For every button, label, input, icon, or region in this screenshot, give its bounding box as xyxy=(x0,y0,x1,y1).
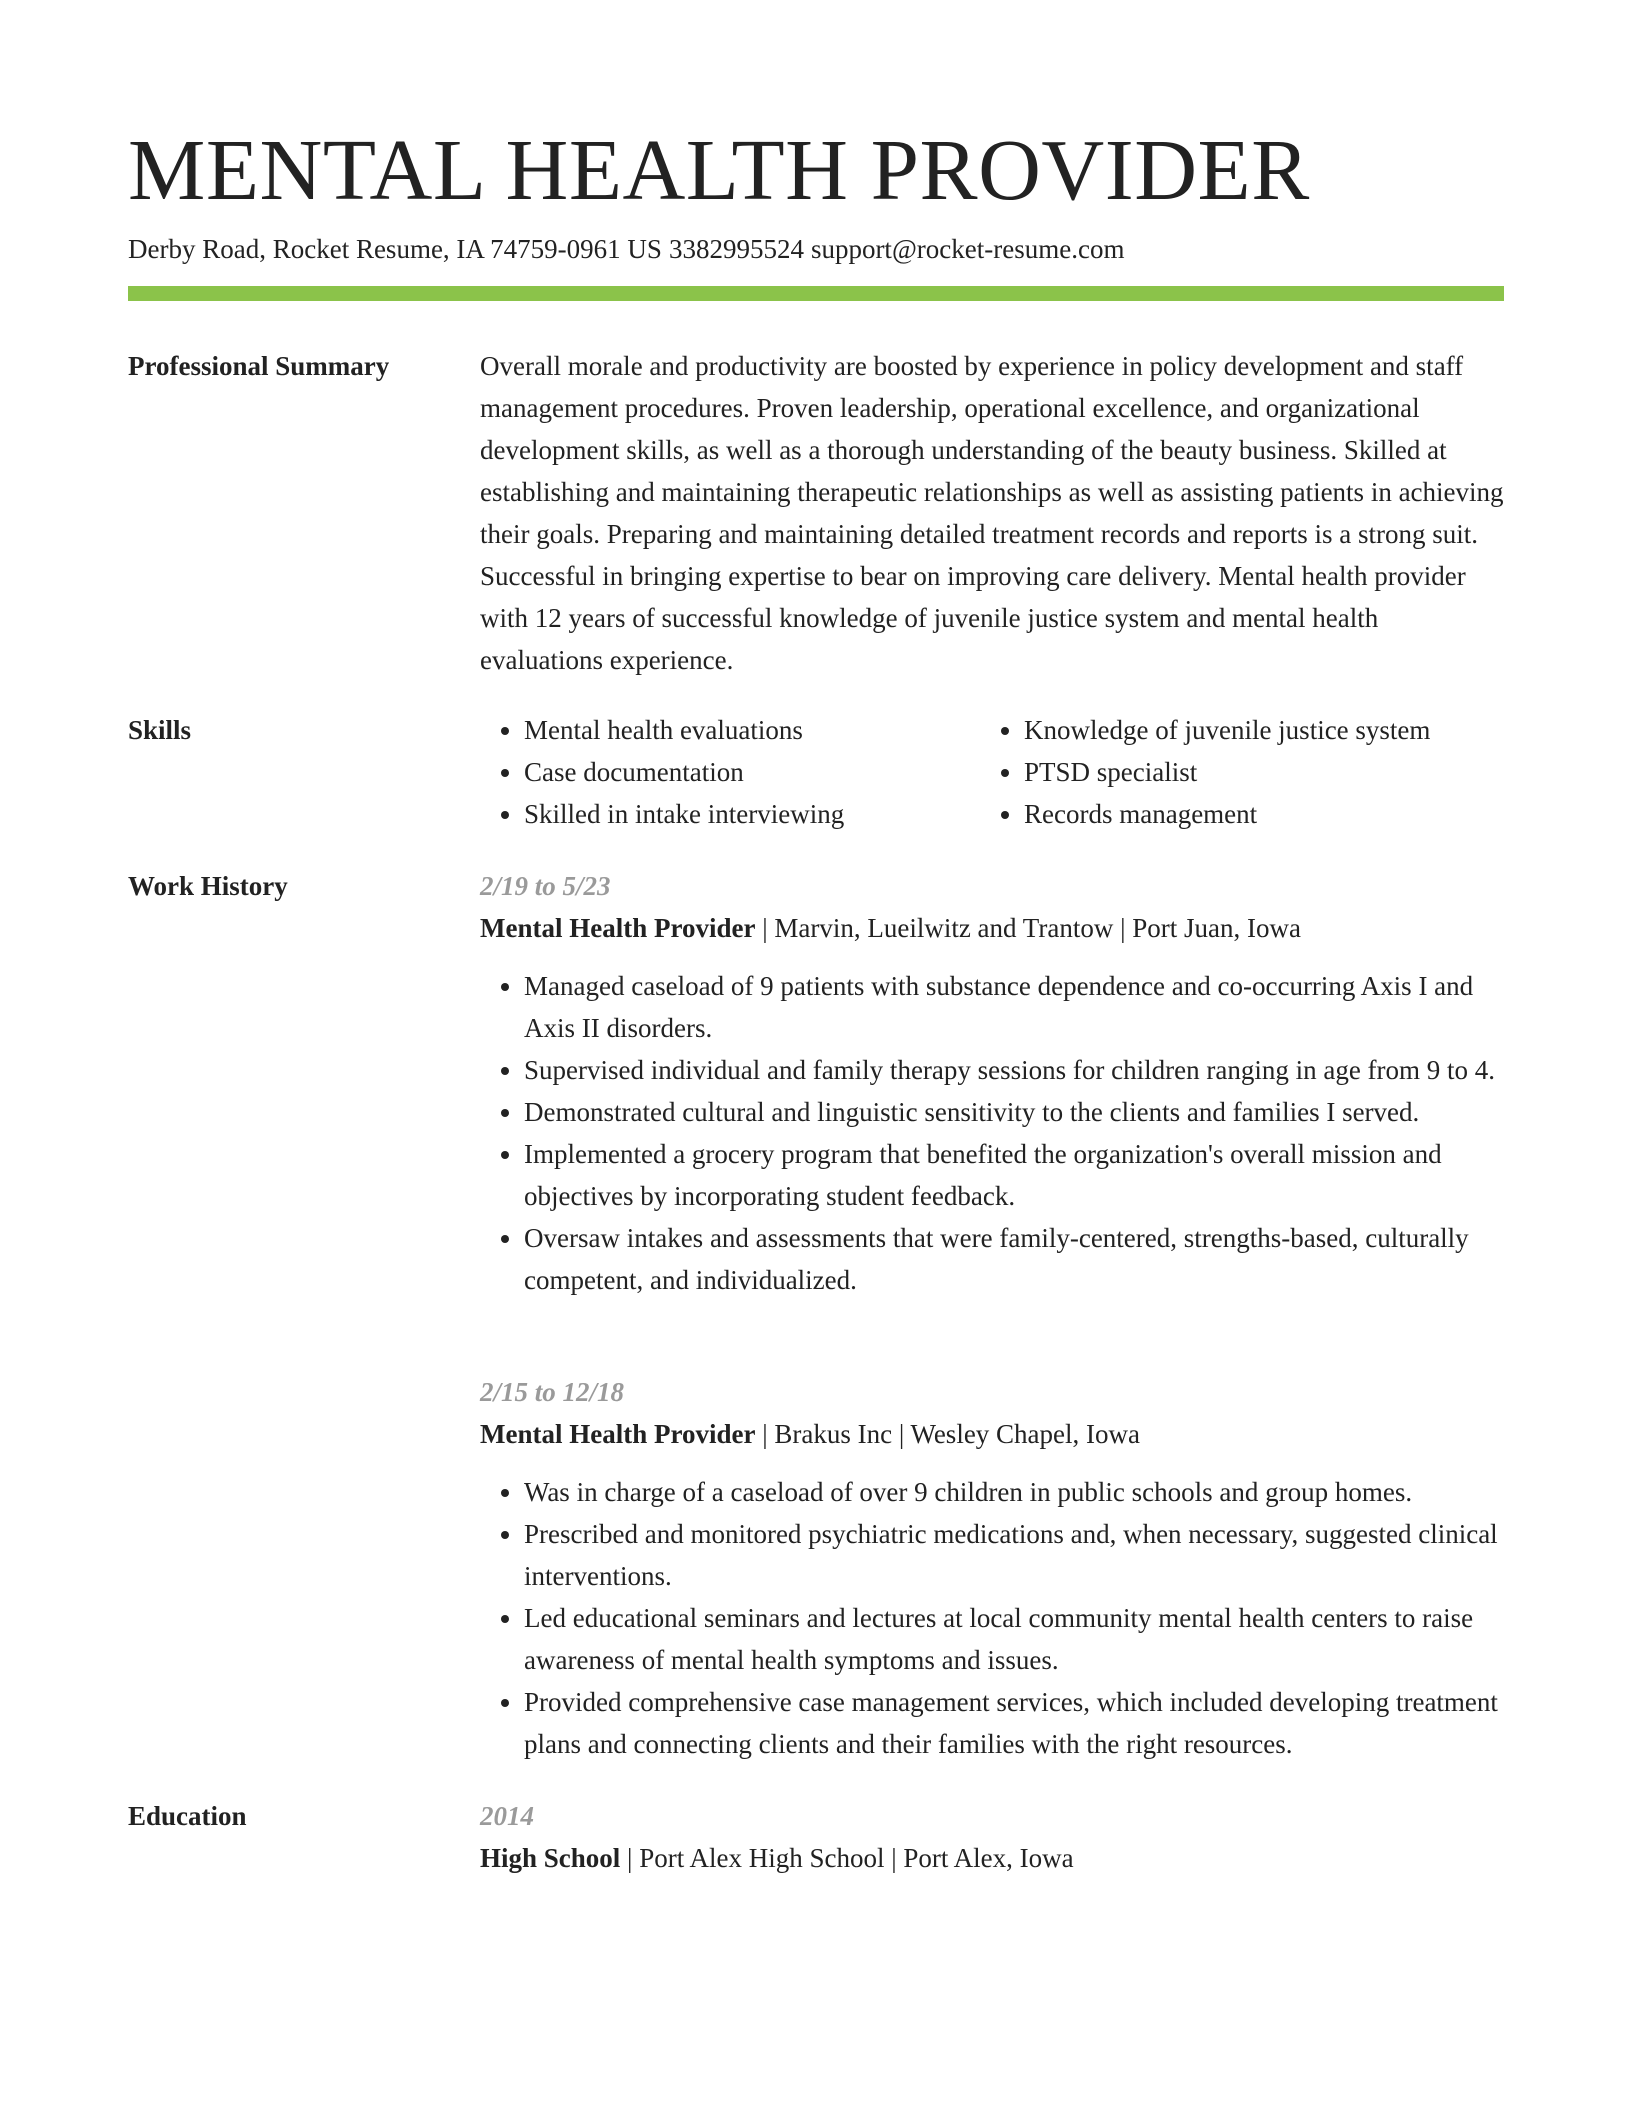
job-header: Mental Health Provider | Brakus Inc | Wesley Chapel, Iowa xyxy=(480,1419,1140,1449)
work-history-heading: Work History xyxy=(128,871,288,901)
job-header: Mental Health Provider | Marvin, Lueilwitz and Trantow | Port Juan, Iowa xyxy=(480,913,1301,943)
skill-item: • Knowledge of juvenile justice system xyxy=(1024,709,1548,751)
job-bullet: • Managed caseload of 9 patients with substance dependence and co-occurring Axis I and Axis II disorders. xyxy=(524,965,1504,1049)
job-bullet: • Supervised individual and family therapy sessions for children ranging in age from 9 to 4. xyxy=(524,1049,1504,1091)
skills-heading: Skills xyxy=(128,715,192,745)
job-entry xyxy=(480,865,1504,1301)
job-bullet: • Implemented a grocery program that benefited the organization's overall mission and objectives by incorporating student feedback. xyxy=(524,1133,1504,1217)
job-bullet: • Demonstrated cultural and linguistic sensitivity to the clients and families I served. xyxy=(524,1091,1504,1133)
skill-item: • Mental health evaluations xyxy=(524,709,1024,751)
education-entry xyxy=(480,1795,1504,1879)
skills-list-left xyxy=(480,709,1024,835)
contact-line xyxy=(128,229,1124,269)
job-bullets xyxy=(480,1471,1504,1765)
job-bullet: • Prescribed and monitored psychiatric medications and, when necessary, suggested clinical interventions. xyxy=(524,1513,1504,1597)
summary-section xyxy=(480,345,1504,681)
skills-section xyxy=(480,709,1504,839)
job-dates: 2/15 to 12/18 xyxy=(480,1377,625,1407)
education-degree: High School xyxy=(480,1843,621,1873)
skill-item: • Case documentation xyxy=(524,751,1024,793)
skill-item: • PTSD specialist xyxy=(1024,751,1548,793)
job-title: Mental Health Provider xyxy=(480,913,756,943)
education-year: 2014 xyxy=(480,1801,534,1831)
job-dates: 2/19 to 5/23 xyxy=(480,871,611,901)
education-heading: Education xyxy=(128,1801,247,1831)
summary-text: Overall morale and productivity are boosted by experience in policy development and staff management procedures. Proven leadership, operational excellence, and organizational development skills, as well as a thorough understanding of the beauty business. Skilled at establishing and maintaining therapeutic relationships as well as assisting patients in achieving their goals. Preparing and maintaining detailed treatment records and reports is a strong suit. Successful in bringing expertise to bear on improving care delivery. Mental health provider with 12 years of successful knowledge of juvenile justice system and mental health evaluations experience. xyxy=(480,351,1504,675)
contact-phone: 3382995524 xyxy=(668,234,804,264)
skill-item: • Skilled in intake interviewing xyxy=(524,793,1024,835)
skill-item: • Records management xyxy=(1024,793,1548,835)
job-entry xyxy=(480,1371,1504,1765)
job-bullet: • Provided comprehensive case management services, which included developing treatment plans and connecting clients and their families with the right resources. xyxy=(524,1681,1504,1765)
job-location: Port Juan, Iowa xyxy=(1132,913,1301,943)
job-location: Wesley Chapel, Iowa xyxy=(910,1419,1140,1449)
contact-address: Derby Road, Rocket Resume, IA 74759-0961 US xyxy=(128,234,662,264)
resume-title: MENTAL HEALTH PROVIDER xyxy=(128,121,1310,218)
header-divider xyxy=(128,286,1504,301)
job-title: Mental Health Provider xyxy=(480,1419,756,1449)
education-school: Port Alex High School xyxy=(639,1843,885,1873)
contact-email: support@rocket-resume.com xyxy=(810,234,1125,264)
summary-heading: Professional Summary xyxy=(128,351,390,381)
job-bullet: • Was in charge of a caseload of over 9 children in public schools and group homes. xyxy=(524,1471,1504,1513)
education-location: Port Alex, Iowa xyxy=(903,1843,1074,1873)
job-company: Marvin, Lueilwitz and Trantow xyxy=(774,913,1114,943)
job-bullet: • Led educational seminars and lectures at local community mental health centers to raise awareness of mental health symptoms and issues. xyxy=(524,1597,1504,1681)
job-bullet: • Oversaw intakes and assessments that were family-centered, strengths-based, culturally competent, and individualized. xyxy=(524,1217,1504,1301)
job-company: Brakus Inc xyxy=(774,1419,893,1449)
skills-list-right xyxy=(980,709,1548,835)
education-header: High School | Port Alex High School | Port Alex, Iowa xyxy=(480,1843,1074,1873)
job-bullets xyxy=(480,965,1504,1301)
